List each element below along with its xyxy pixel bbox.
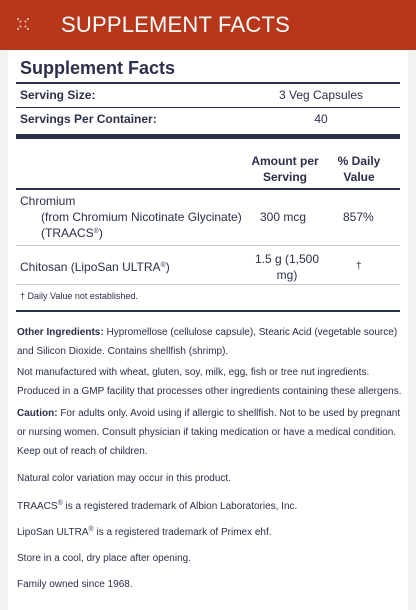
- daily-value-header: % Daily Value: [337, 154, 381, 184]
- supplement-facts-panel: [8, 50, 408, 610]
- family-owned-note: Family owned since 1968.: [17, 579, 133, 590]
- serving-size-label: Serving Size:: [20, 88, 96, 102]
- traacs-trademark-note: TRAACS® is a registered trademark of Albion Laboratories, Inc.: [17, 500, 298, 512]
- sparkle-icon: [15, 16, 31, 32]
- amount-per-serving-header: Amount per Serving: [251, 154, 319, 184]
- allergen-statement: Not manufactured with wheat, gluten, soy, milk, egg, fish or tree nut ingredients. Produced in a GMP facility that processes other ingredients containing these allergens.: [17, 367, 402, 397]
- serving-size-value: 3 Veg Capsules: [278, 88, 364, 102]
- nutrient-name: Chitosan (LipoSan ULTRA®): [20, 260, 170, 274]
- nutrient-daily-value: 857%: [343, 210, 374, 224]
- nutrient-trademark: (TRAACS®): [41, 226, 103, 240]
- row-divider: [16, 284, 400, 285]
- color-variation-note: Natural color variation may occur in this product.: [17, 473, 231, 484]
- servings-label: Servings Per Container:: [20, 112, 157, 126]
- thick-divider: [16, 134, 400, 139]
- nutrient-name: Chromium: [20, 194, 76, 208]
- liposan-trademark-note: LipoSan ULTRA® is a registered trademark of Primex ehf.: [17, 526, 272, 538]
- row-divider: [16, 245, 400, 246]
- caution-statement: Caution: For adults only. Avoid using if allergic to shellfish. Not to be used by pregnant or nursing women. Consult physician if taking medication or have a medical condition. Keep out of reach of children.: [17, 408, 401, 457]
- title-divider: [16, 82, 400, 84]
- header-bar: [0, 0, 416, 50]
- servings-value: 40: [314, 112, 328, 126]
- header-divider: [16, 188, 400, 190]
- nutrient-amount: 1.5 g (1,500 mg): [254, 252, 320, 282]
- facts-title: Supplement Facts: [20, 58, 176, 78]
- nutrient-daily-value: †: [356, 261, 362, 272]
- daily-value-footnote: † Daily Value not established.: [20, 291, 138, 301]
- nutrient-source: (from Chromium Nicotinate Glycinate): [41, 210, 242, 224]
- header-title: SUPPLEMENT FACTS: [61, 12, 290, 37]
- storage-note: Store in a cool, dry place after opening.: [17, 553, 191, 564]
- nutrient-amount: 300 mcg: [260, 210, 307, 224]
- row-divider: [16, 107, 400, 108]
- table-bottom-rule: [16, 310, 400, 312]
- other-ingredients: Other Ingredients: Hypromellose (cellulose capsule), Stearic Acid (vegetable source) and Silicon Dioxide. Contains shellfish (shrimp).: [17, 327, 398, 357]
